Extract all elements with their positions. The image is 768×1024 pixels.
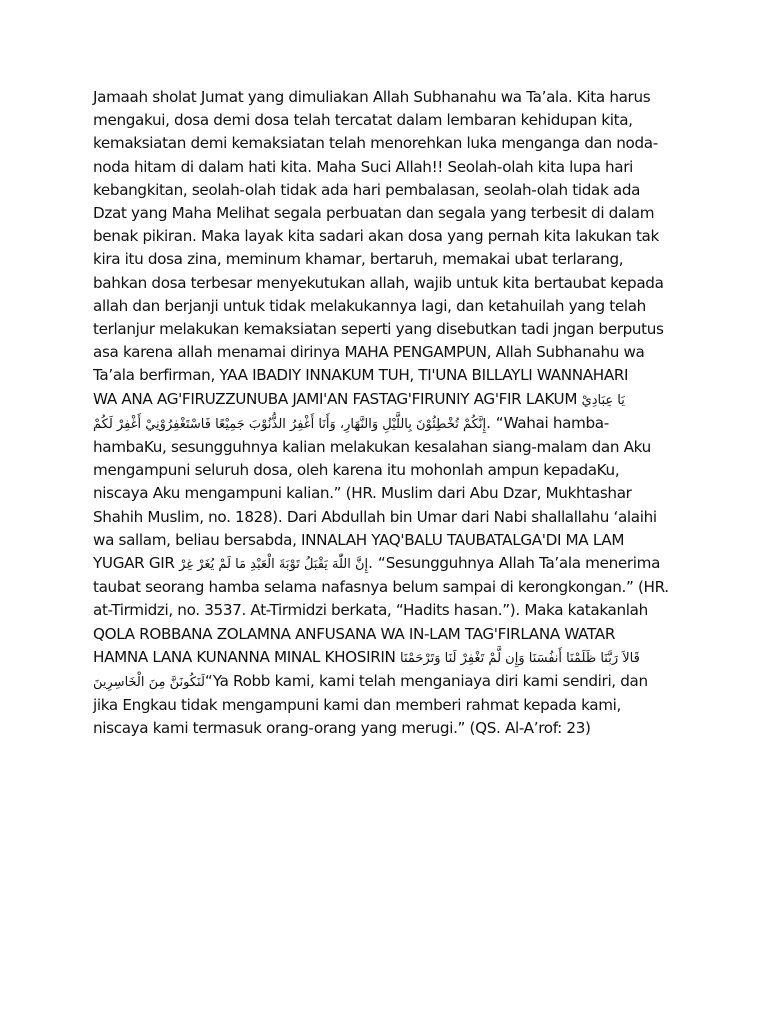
text-line: QOLA ROBBANA ZOLAMNA ANFUSANA WA IN-LAM TAG'FIRLANA WATAR [93, 624, 616, 643]
text-line: niscaya Aku mengampuni kalian.” (HR. Muslim dari Abu Dzar, Mukhtashar [93, 484, 632, 503]
text-line: kebangkitan, seolah-olah tidak ada hari pembalasan, seolah-olah tidak ada [93, 180, 641, 199]
text-line: kemaksiatan demi kemaksiatan telah menorehkan luka menganga dan noda- [93, 134, 658, 153]
text-line: mengakui, dosa demi dosa telah tercatat dalam lembaran kehidupan kita, [93, 111, 633, 130]
text-line: kira itu dosa zina, meminum khamar, bertaruh, memakai ubat terlarang, [93, 250, 624, 269]
text-line: mengampuni seluruh dosa, oleh karena itu mohonlah ampun kepadaKu, [93, 461, 620, 480]
text-line: benak pikiran. Maka layak kita sadari akan dosa yang pernah kita lakukan tak [93, 227, 659, 246]
latin-text: “Ya Robb kami, kami telah menganiaya diri kami sendiri, dan [204, 672, 648, 691]
text-line: Ta’ala berfirman, YAA IBADIY INNAKUM TUH, TI'UNA BILLAYLI WANNAHARI [93, 366, 629, 385]
arabic-text: إِنَّ اللّٰهَ يَقْبَلُ تَوْبَةَ الْعَبْدِ مَا لَمْ يُغَرْ غِرْ [179, 557, 369, 573]
arabic-text: لَنَكُونَنَّ مِنَ الْخَاسِرِينَ [93, 675, 205, 691]
text-line: at-Tirmidzi, no. 3537. At-Tirmidzi berkata, “Hadits hasan.”). Maka katakanlah [93, 601, 648, 620]
text-line-mixed [93, 670, 678, 694]
text-line-mixed [93, 646, 678, 670]
text-line: taubat seorang hamba selama nafasnya belum sampai di kerongkongan.” (HR. [93, 578, 669, 597]
latin-text: WA ANA AG'FIRUZZUNUBA JAMI'AN FASTAG'FIRUNIY AG'FIR LAKUM [93, 389, 582, 408]
arabic-text: قَالاَ رَبَّنَا ظَلَمْنَا أَنفُسَنَا وَإِن لَّمْ تَغْفِرْ لَنَا وَتَرْحَمْنَا [400, 650, 640, 666]
text-line-mixed [93, 412, 678, 436]
text-line: niscaya kami termasuk orang-orang yang merugi.” (QS. Al-A’rof: 23) [93, 719, 591, 738]
arabic-text: يَا عِبَادِيْ [581, 392, 625, 408]
latin-text: . “Sesungguhnya Allah Ta’ala menerima [368, 554, 661, 573]
text-line: bahkan dosa terbesar menyekutukan allah, wajib untuk kita bertaubat kepada [93, 273, 664, 292]
text-line: allah dan berjanji untuk tidak melakukannya lagi, dan ketahuilah yang telah [93, 296, 646, 315]
text-line: Shahih Muslim, no. 1828). Dari Abdullah bin Umar dari Nabi shallallahu ‘alaihi [93, 507, 657, 526]
text-line: noda hitam di dalam hati kita. Maha Suci Allah!! Seolah-olah kita lupa hari [93, 157, 634, 176]
text-line: asa karena allah menamai dirinya MAHA PENGAMPUN, Allah Subhanahu wa [93, 343, 645, 362]
latin-text: . “Wahai hamba- [486, 413, 609, 432]
text-line: Dzat yang Maha Melihat segala perbuatan dan segala yang terbesit di dalam [93, 204, 655, 223]
text-line-mixed [93, 552, 678, 576]
latin-text: YUGAR GIR [93, 554, 180, 573]
sermon-text-block [93, 86, 678, 741]
text-line: jika Engkau tidak mengampuni kami dan memberi rahmat kepada kami, [93, 696, 622, 715]
text-line: wa sallam, beliau bersabda, INNALAH YAQ'BALU TAUBATALGA'DI MA LAM [93, 530, 625, 549]
text-line: Jamaah sholat Jumat yang dimuliakan Allah Subhanahu wa Ta’ala. Kita harus [93, 88, 651, 106]
text-line: hambaKu, sesungguhnya kalian melakukan kesalahan siang-malam dan Aku [93, 438, 651, 457]
latin-text: HAMNA LANA KUNANNA MINAL KHOSIRIN [93, 647, 401, 666]
text-line: terlanjur melakukan kemaksiatan seperti yang disebutkan tadi jngan berputus [93, 320, 664, 339]
arabic-text: إِنَّكُمْ تُخْطِئُوْنَ بِاللَّيْلِ وَالنَّهَارِ، وَأَنَا أَغْفِرُ الذُّنُوْبَ جَمِيْعًا فَاسْتَغْفِرُوْنِيْ أَغْفِرْ لَكُمْ [93, 416, 487, 432]
text-line-mixed [93, 388, 678, 412]
